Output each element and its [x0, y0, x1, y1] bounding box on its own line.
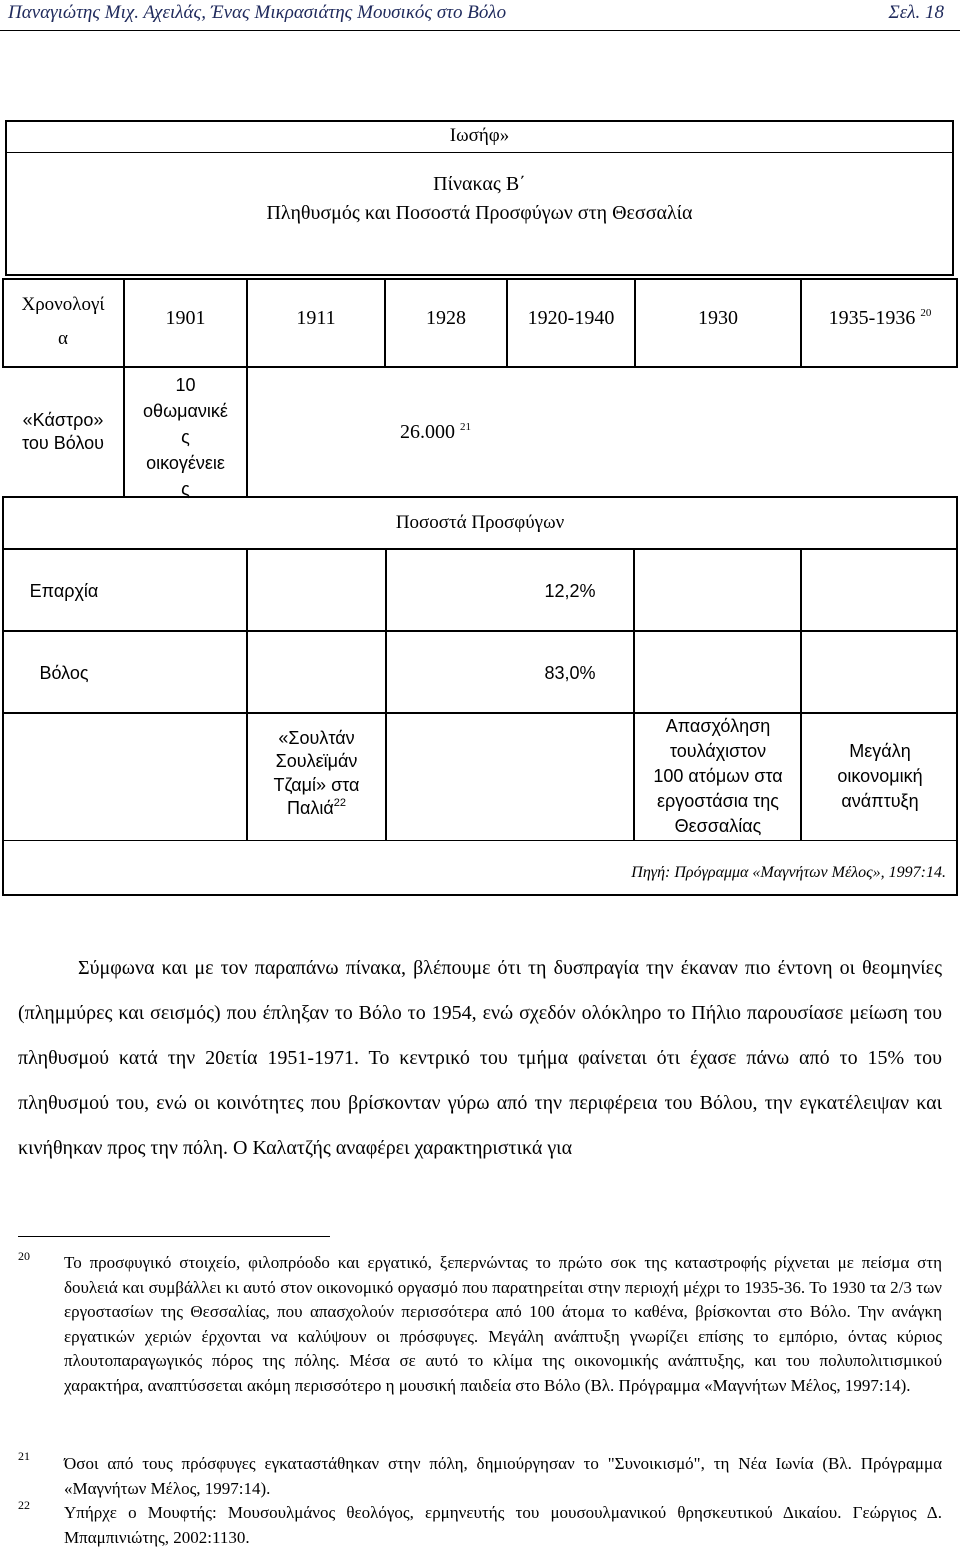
volos-label: Βόλος — [39, 663, 89, 683]
year-1928: 1928 — [426, 307, 466, 329]
col-divider — [246, 368, 248, 496]
year-1935-1936: 1935-1936 $^{20}$ — [828, 307, 932, 329]
year-1930: 1930 — [698, 307, 738, 329]
footnote-number: 21 — [18, 1449, 30, 1463]
table-subtitle: Πληθυσμός και Ποσοστά Προσφύγων στη Θεσσαλία — [266, 202, 693, 224]
title-divider — [5, 152, 954, 153]
eparchia-label: Επαρχία — [29, 581, 99, 601]
page-number: Σελ. 18 — [888, 2, 944, 23]
kastro-label: «Κάστρο» του Βόλου — [22, 409, 104, 453]
header-rule — [0, 30, 960, 31]
col-divider — [385, 632, 387, 714]
footnote-ref-22[interactable]: 22 — [333, 797, 347, 810]
col-divider — [246, 550, 248, 632]
eparchia-row — [2, 550, 958, 632]
year-1911: 1911 — [296, 307, 336, 329]
population-value: 26.000 $^{21}$ — [400, 421, 471, 443]
col-divider — [385, 714, 387, 840]
footnote-ref-20[interactable]: 20 — [920, 307, 932, 319]
footnote-22: Υπήρχε ο Μουφτής: Μουσουλμάνος θεολόγος, ερμηνευτής του μουσουλμανικού θρησκευτικού Δικαίου. Γεώργιος Δ. Μπαμπινιώτης, 2002:1130. — [64, 1503, 942, 1547]
col-divider — [800, 632, 802, 714]
footnote-21: Όσοι από τους πρόσφυγες εγκαταστάθηκαν στην πόλη, δημιούργησαν το "Συνοικισμό", τη Νέα Ιωνία (Βλ. Πρόγραμμα «Μαγνήτων Μέλος, 1997:14). — [64, 1454, 942, 1498]
col-divider — [246, 632, 248, 714]
table-title: Πίνακας Β΄ — [433, 173, 526, 195]
footnote-ref-21[interactable]: 21 — [460, 421, 471, 433]
footnote-rule — [18, 1236, 330, 1237]
running-header-title: Παναγιώτης Μιχ. Αχειλάς, Ένας Μικρασιάτης Μουσικός στο Βόλο — [8, 2, 507, 23]
volos-row — [2, 632, 958, 714]
chronology-label: Χρονολογί α — [21, 294, 105, 349]
body-paragraph: Σύμφωνα και με τον παραπάνω πίνακα, βλέπουμε ότι τη δυσπραγία την έκαναν πιο έντονη οι θεομηνίες (πλημμύρες και σεισμός) που έπληξαν το Βόλο το 1954, ενώ σχεδόν ολόκληρο το Πήλιο παρουσίασε μείωση του πληθυσμού κατά την 20ετία 1951-1971. Το κεντρικό του τμήμα φαίνεται ότι έχασε πάνω από το 15% του πληθυσμού του, ενώ οι κοινότητες που βρίσκονταν γύρω από την περιφέρεια του Βόλου, την εγκατέλειψαν και κινήθηκαν προς την πόλη. Ο Καλατζής αναφέρει χαρακτηριστικά για — [18, 957, 942, 1159]
eparchia-value: 12,2% — [544, 581, 596, 601]
year-1901: 1901 — [165, 307, 206, 329]
employment-cell: Απασχόληση τουλάχιστον 100 ατόμων στα εργοστάσια της Θεσσαλίας — [653, 716, 783, 836]
footnote-number: 20 — [18, 1249, 30, 1263]
mosque-cell: «Σουλτάν Σουλεϊμάν Τζαμί» στα Παλιά$^{22}$ — [273, 728, 360, 819]
table-source: Πηγή: Πρόγραμμα «Μαγνήτων Μέλος», 1997:14. — [631, 864, 946, 881]
col-divider — [800, 550, 802, 632]
footnote-number: 22 — [18, 1498, 30, 1512]
col-divider — [385, 550, 387, 632]
row-divider — [2, 840, 958, 841]
growth-cell: Μεγάλη οικονομική ανάπτυξη — [837, 741, 923, 811]
ottoman-families: 10 οθωμανικέ ς οικογένειε ς — [143, 375, 228, 499]
percent-header: Ποσοστά Προσφύγων — [395, 512, 565, 533]
table-top-fragment: Ιωσήφ» — [449, 125, 510, 146]
volos-value: 83,0% — [544, 663, 596, 683]
body-text — [18, 946, 942, 1171]
footnote-20: Το προσφυγικό στοιχείο, φιλοπρόοδο και εργατικό, ξεπερνώντας το πρώτο σοκ της καταστροφής ρίχνεται με πείσμα στη δουλειά και συμβάλλει κι αυτό στον οικονομικό οργασμό που παρατηρείται στην περιοχή μέχρι το 1935-36. Το 1930 τα 2/3 των εργοστασίων της Θεσσαλίας, που απασχολούν περισσότερα από 100 άτομα το καθένα, βρίσκονται στο Βόλο. Την ανάγκη εργατικών χεριών έρχονται να καλύψουν οι πρόσφυγες. Μεγάλη ανάπτυξη γνωρίζει επίσης το εμπόριο, όντας κύριος πλουτοπαραγωγικός πόρος της πόλης. Μέσα σε αυτό το κλίμα της οικονομικής ανάπτυξης, και του πολυπολιτισμικού χαρακτήρα, αναπτύσσεται ακόμη περισσότερο η μουσική παιδεία στο Βόλο (Βλ. Πρόγραμμα «Μαγνήτων Μέλος, 1997:14). — [64, 1253, 942, 1395]
year-1920-1940: 1920-1940 — [527, 307, 615, 329]
